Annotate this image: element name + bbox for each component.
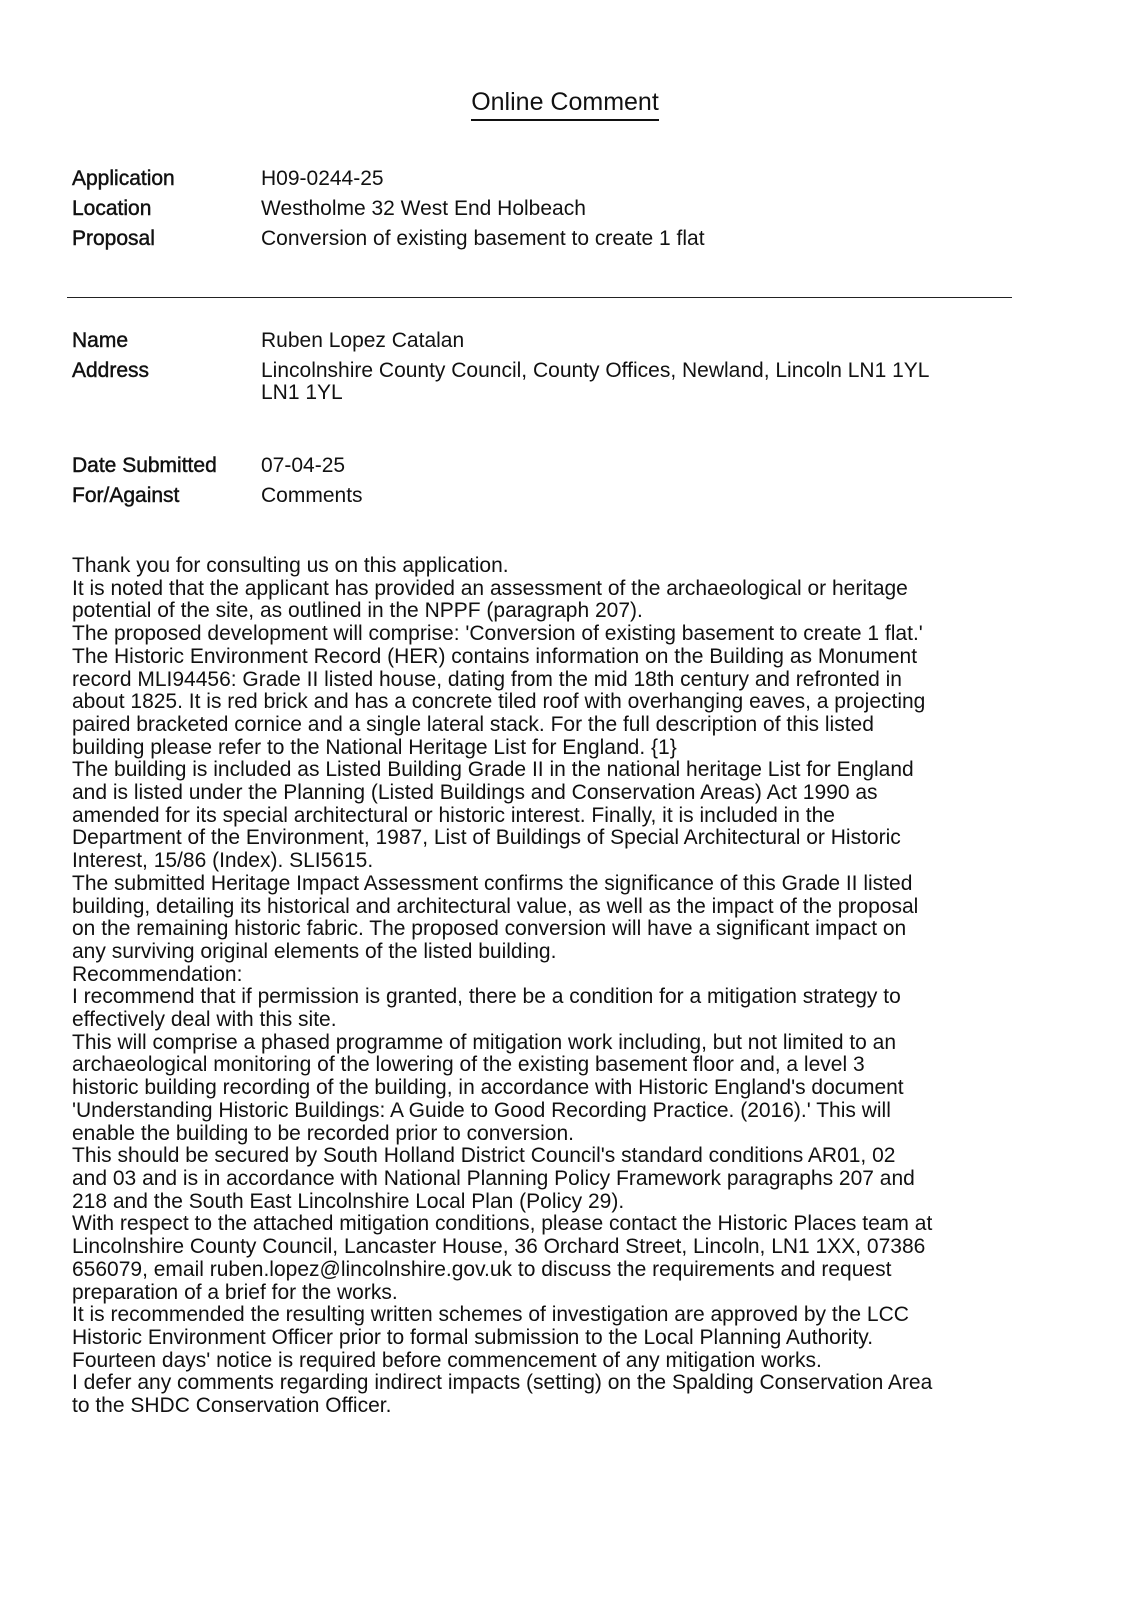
comment-line: I recommend that if permission is granted, there be a condition for a mitigation strategy to	[72, 985, 901, 1009]
comment-line: any surviving original elements of the listed building.	[72, 939, 557, 963]
for-against-label: For/Against	[72, 484, 180, 507]
page-title	[0, 87, 1130, 121]
comment-line: building, detailing its historical and architectural value, as well as the impact of the proposal	[72, 894, 919, 918]
application-label: Application	[72, 167, 175, 190]
application-details	[72, 164, 1072, 254]
comment-line: The submitted Heritage Impact Assessment confirms the significance of this Grade II listed	[72, 871, 913, 895]
application-row	[72, 164, 1072, 194]
comment-line: The Historic Environment Record (HER) contains information on the Building as Monument	[72, 644, 918, 668]
comment-line: I defer any comments regarding indirect impacts (setting) on the Spalding Conservation Area	[72, 1371, 933, 1395]
date-submitted-value: 07-04-25	[261, 454, 346, 477]
comment-line: Department of the Environment, 1987, List of Buildings of Special Architectural or Historic	[72, 826, 901, 850]
comment-line: Thank you for consulting us on this application.	[72, 554, 509, 577]
comment-line: on the remaining historic fabric. The proposed conversion will have a significant impact on	[72, 917, 907, 941]
comment-line: It is recommended the resulting written schemes of investigation are approved by the LCC	[72, 1303, 909, 1327]
proposal-value: Conversion of existing basement to create 1 flat	[261, 227, 705, 250]
application-value: H09-0244-25	[261, 167, 384, 190]
location-row	[72, 194, 1072, 224]
comment-line: potential of the site, as outlined in the NPPF (paragraph 207).	[72, 599, 643, 623]
proposal-row	[72, 224, 1072, 254]
comment-line: to the SHDC Conservation Officer.	[72, 1394, 392, 1418]
comment-line: archaeological monitoring of the lowering of the existing basement floor and, a level 3	[72, 1053, 865, 1077]
comment-line: building please refer to the National Heritage List for England. {1}	[72, 735, 677, 759]
for-against-row	[72, 481, 1072, 511]
comment-line: With respect to the attached mitigation conditions, please contact the Historic Places team at	[72, 1212, 933, 1236]
date-submitted-row	[72, 451, 1072, 481]
proposal-label: Proposal	[72, 227, 155, 250]
comment-line: Recommendation:	[72, 962, 243, 986]
comment-line: This will comprise a phased programme of mitigation work including, but not limited to an	[72, 1030, 897, 1054]
comment-line: Fourteen days' notice is required before commencement of any mitigation works.	[72, 1348, 822, 1372]
comment-line: Interest, 15/86 (Index). SLI5615.	[72, 849, 374, 873]
comment-line: historic building recording of the building, in accordance with Historic England's document	[72, 1076, 904, 1100]
comment-line: The building is included as Listed Building Grade II in the national heritage List for England	[72, 758, 914, 782]
name-row	[72, 326, 1072, 356]
comment-body	[72, 555, 1032, 1418]
address-value	[261, 356, 1072, 404]
comment-line: about 1825. It is red brick and has a concrete tiled roof with overhanging eaves, a projecting	[72, 690, 926, 714]
date-submitted-label: Date Submitted	[72, 454, 217, 477]
comment-line: The proposed development will comprise: 'Conversion of existing basement to create 1 flat.'	[72, 622, 923, 646]
comment-line: paired bracketed cornice and a single lateral stack. For the full description of this listed	[72, 712, 874, 736]
comment-line: preparation of a brief for the works.	[72, 1280, 398, 1304]
address-line-1: Lincolnshire County Council, County Offices, Newland, Lincoln LN1 1YL	[261, 359, 930, 382]
comment-line: 218 and the South East Lincolnshire Local Plan (Policy 29).	[72, 1189, 625, 1213]
comment-line: Lincolnshire County Council, Lancaster House, 36 Orchard Street, Lincoln, LN1 1XX, 07386	[72, 1235, 926, 1259]
commenter-details	[72, 326, 1072, 404]
comment-line: and is listed under the Planning (Listed Buildings and Conservation Areas) Act 1990 as	[72, 781, 878, 805]
address-line-2: LN1 1YL	[261, 381, 343, 404]
page-title-text: Online Comment	[471, 87, 659, 121]
section-divider	[67, 297, 1012, 298]
comment-line: record MLI94456: Grade II listed house, dating from the mid 18th century and refronted in	[72, 667, 902, 691]
comment-line: amended for its special architectural or historic interest. Finally, it is included in the	[72, 803, 835, 827]
comment-line: Historic Environment Officer prior to formal submission to the Local Planning Authority.	[72, 1325, 874, 1349]
address-label: Address	[72, 359, 150, 382]
comment-line: enable the building to be recorded prior to conversion.	[72, 1121, 574, 1145]
location-label: Location	[72, 197, 152, 220]
for-against-value: Comments	[261, 484, 363, 507]
comment-line: 656079, email ruben.lopez@lincolnshire.gov.uk to discuss the requirements and request	[72, 1257, 892, 1281]
location-value: Westholme 32 West End Holbeach	[261, 197, 586, 220]
comment-line: This should be secured by South Holland District Council's standard conditions AR01, 02	[72, 1144, 896, 1168]
comment-line: It is noted that the applicant has provided an assessment of the archaeological or heritage	[72, 576, 908, 600]
name-value: Ruben Lopez Catalan	[261, 329, 465, 352]
address-row	[72, 356, 1072, 404]
comment-line: and 03 and is in accordance with National Planning Policy Framework paragraphs 207 and	[72, 1166, 915, 1190]
submission-details	[72, 451, 1072, 511]
comment-line: 'Understanding Historic Buildings: A Guide to Good Recording Practice. (2016).' This will	[72, 1098, 891, 1122]
name-label: Name	[72, 329, 129, 352]
comment-line: effectively deal with this site.	[72, 1008, 337, 1032]
